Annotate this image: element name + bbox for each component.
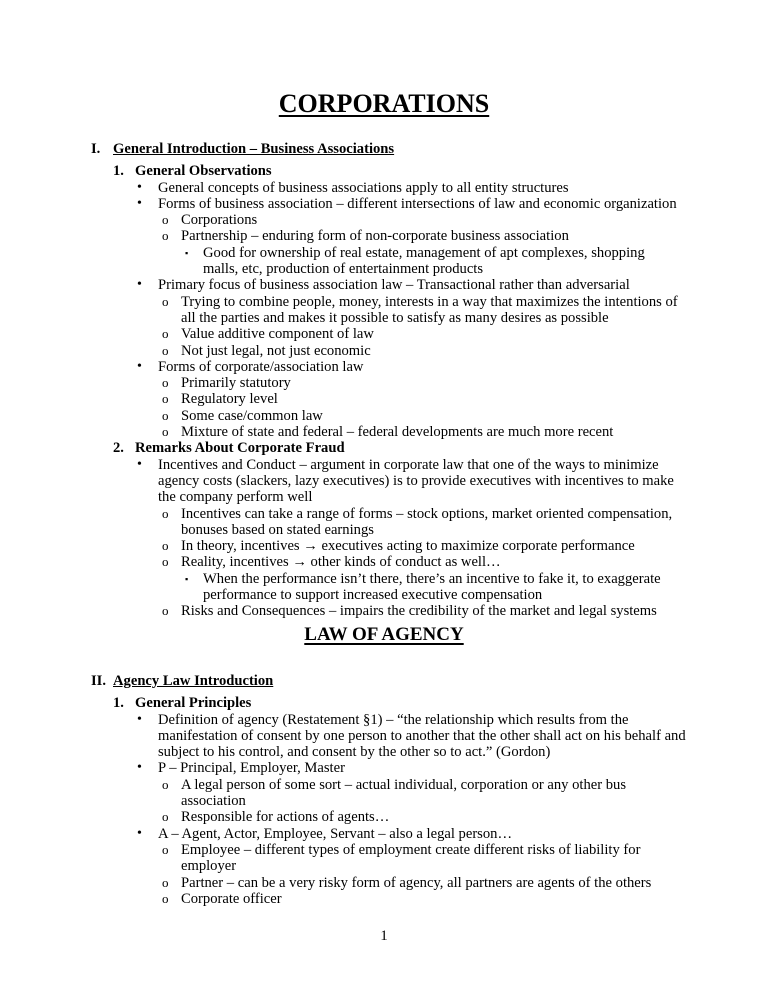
bullet-icon: • (137, 358, 142, 374)
page-number: 1 (380, 928, 388, 944)
list-item: o Value additive component of law (162, 326, 374, 343)
circle-bullet-icon: o (162, 890, 169, 906)
list-item: o A legal person of some sort – actual individual, corporation or any other bus association (162, 776, 627, 810)
bullet-icon: • (137, 179, 142, 195)
list-item: • Definition of agency (Restatement §1) – “the relationship which results from the manifestation of consent by one person to another that the other shall act on his behalf and subject to his control, and consent by the other so to act.” (Gordon) (137, 711, 686, 761)
list-item: o Mixture of state and federal – federal developments are much more recent (162, 424, 614, 441)
list-item: ▪ When the performance isn’t there, there’s an incentive to fake it, to exaggerate performance to support increased executive compensation (185, 570, 661, 604)
list-item: o Trying to combine people, money, interests in a way that maximizes the intentions of all the parties and makes it possible to satisfy as many desires as possible (162, 293, 678, 326)
section-heading-row (0, 141, 768, 157)
circle-bullet-icon: o (162, 342, 169, 358)
list-item: o Corporations (162, 212, 258, 229)
section-general-introduction (0, 141, 768, 620)
list-item: o Regulatory level (162, 391, 278, 408)
list-item: • Forms of business association – different intersections of law and economic organization (137, 195, 677, 212)
section-heading: Agency Law Introduction (113, 673, 274, 689)
list-item: o Partner – can be a very risky form of agency, all partners are agents of the others (162, 874, 652, 891)
section-heading-row (0, 673, 768, 689)
subsection-heading-row (0, 440, 768, 456)
subsection-heading: General Observations (135, 163, 272, 180)
section-numeral: I. (91, 141, 101, 157)
subsection-number: 1. (113, 695, 124, 712)
list-item: • P – Principal, Employer, Master (137, 760, 345, 777)
list-item: o Responsible for actions of agents… (162, 809, 390, 826)
circle-bullet-icon: o (162, 841, 169, 857)
list-item: • Primary focus of business association law – Transactional rather than adversarial (137, 277, 630, 294)
list-item: o Employee – different types of employment create different risks of liability for employer (162, 841, 641, 875)
list-item: o Reality, incentives → other kinds of conduct as well… (162, 554, 501, 571)
section-title-law-of-agency: LAW OF AGENCY (304, 624, 464, 645)
list-item: o Risks and Consequences – impairs the credibility of the market and legal systems (162, 603, 657, 620)
circle-bullet-icon: o (162, 874, 169, 890)
circle-bullet-icon: o (162, 554, 169, 570)
bullet-icon: • (137, 456, 142, 472)
circle-bullet-icon: o (162, 424, 169, 440)
circle-bullet-icon: o (162, 603, 169, 619)
section-agency-law-introduction (0, 673, 768, 907)
list-item: o Some case/common law (162, 407, 323, 424)
circle-bullet-icon: o (162, 407, 169, 423)
section-heading: General Introduction – Business Associations (113, 141, 395, 157)
square-bullet-icon: ▪ (185, 247, 189, 258)
list-item: • General concepts of business associations apply to all entity structures (137, 179, 569, 196)
circle-bullet-icon: o (162, 375, 169, 391)
subsection-number: 2. (113, 440, 124, 457)
subsection-heading: General Principles (135, 695, 252, 712)
circle-bullet-icon: o (162, 505, 169, 521)
bullet-icon: • (137, 277, 142, 293)
list-item: o Partnership – enduring form of non-corporate business association (162, 228, 569, 245)
circle-bullet-icon: o (162, 809, 169, 825)
bullet-icon: • (137, 825, 142, 841)
subsection-heading: Remarks About Corporate Fraud (135, 440, 345, 457)
list-item: o Not just legal, not just economic (162, 342, 371, 359)
circle-bullet-icon: o (162, 391, 169, 407)
subsection-heading-row (0, 163, 768, 179)
document-title: CORPORATIONS (278, 89, 490, 118)
subsection-number: 1. (113, 163, 124, 180)
circle-bullet-icon: o (162, 326, 169, 342)
circle-bullet-icon: o (162, 228, 169, 244)
bullet-icon: • (137, 760, 142, 776)
circle-bullet-icon: o (162, 776, 169, 792)
bullet-icon: • (137, 711, 142, 727)
bullet-icon: • (137, 195, 142, 211)
list-item: • Incentives and Conduct – argument in corporate law that one of the ways to minimize agency costs (slackers, lazy executives) is to provide executives with incentives to make the company perform well (137, 456, 674, 506)
circle-bullet-icon: o (162, 538, 169, 554)
list-item: • A – Agent, Actor, Employee, Servant – also a legal person… (137, 825, 513, 842)
circle-bullet-icon: o (162, 293, 169, 309)
list-item: • Forms of corporate/association law (137, 358, 364, 375)
square-bullet-icon: ▪ (185, 573, 189, 584)
circle-bullet-icon: o (162, 212, 169, 228)
list-item: o In theory, incentives → executives acting to maximize corporate performance (162, 538, 635, 555)
list-item: o Primarily statutory (162, 375, 291, 392)
list-item: ▪ Good for ownership of real estate, management of apt complexes, shopping malls, etc, production of entertainment products (185, 244, 645, 278)
subsection-heading-row (0, 695, 768, 711)
list-item: o Incentives can take a range of forms – stock options, market oriented compensation, bonuses based on stated earnings (162, 505, 673, 538)
section-numeral: II. (91, 673, 107, 689)
list-item: o Corporate officer (162, 890, 282, 907)
